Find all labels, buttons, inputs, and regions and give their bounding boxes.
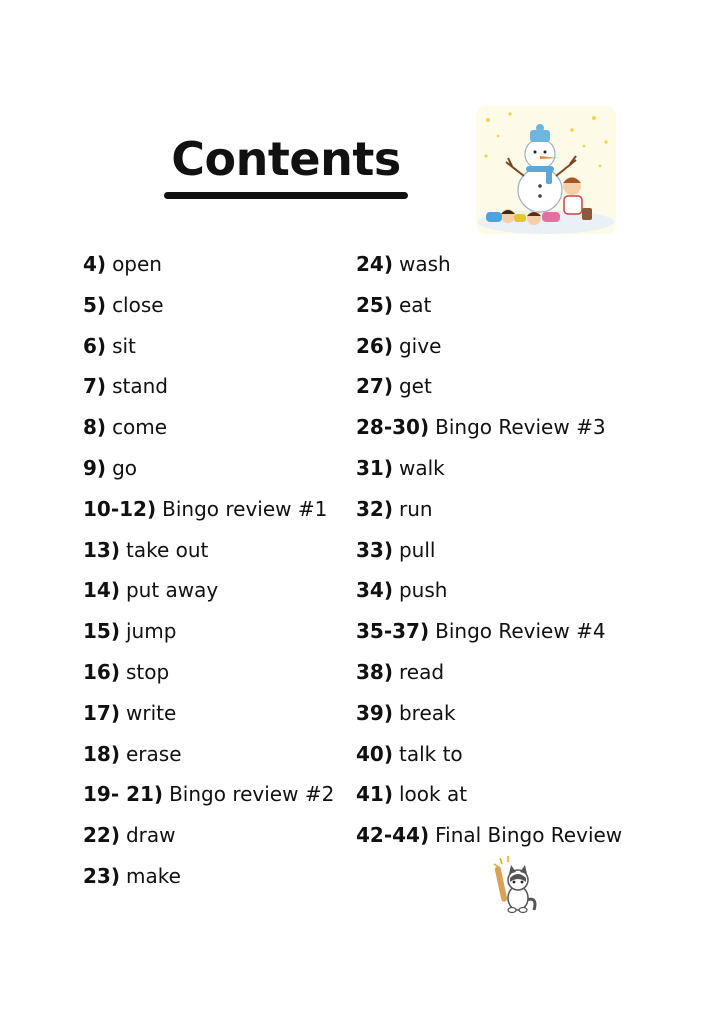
toc-entry[interactable]: 38) read bbox=[356, 659, 445, 684]
toc-entry[interactable]: 15) jump bbox=[83, 619, 177, 644]
toc-entry[interactable]: 28-30) Bingo Review #3 bbox=[356, 415, 606, 440]
toc-entry[interactable]: 13) take out bbox=[83, 537, 209, 562]
toc-entry[interactable]: 8) come bbox=[83, 415, 168, 440]
toc-entry[interactable]: 4) open bbox=[83, 252, 162, 276]
toc-entry[interactable]: 40) talk to bbox=[356, 741, 463, 766]
toc-entry[interactable]: 23) make bbox=[83, 863, 181, 888]
toc-entry[interactable]: 34) push bbox=[356, 578, 448, 603]
toc-entry[interactable]: 24) wash bbox=[356, 252, 451, 276]
toc-entry[interactable]: 42-44) Final Bingo Review bbox=[356, 823, 623, 848]
toc-entry[interactable]: 33) pull bbox=[356, 537, 436, 562]
cat-with-bat-icon bbox=[488, 856, 540, 916]
toc-entry[interactable]: 22) draw bbox=[83, 823, 176, 848]
toc-entry[interactable]: 9) go bbox=[83, 455, 137, 480]
toc-entry[interactable]: 32) run bbox=[356, 496, 433, 521]
toc-entry[interactable]: 17) write bbox=[83, 700, 177, 725]
toc-entry[interactable]: 7) stand bbox=[83, 374, 168, 399]
toc-entry[interactable]: 5) close bbox=[83, 292, 164, 317]
toc-entry[interactable]: 6) sit bbox=[83, 333, 136, 358]
title-underline bbox=[164, 192, 408, 199]
contents-left-column bbox=[83, 250, 334, 903]
snowman-kids-icon bbox=[476, 106, 616, 234]
toc-entry[interactable]: 31) walk bbox=[356, 455, 445, 480]
page-title: Contents bbox=[171, 132, 401, 186]
toc-entry[interactable]: 25) eat bbox=[356, 292, 432, 317]
toc-entry[interactable]: 19- 21) Bingo review #2 bbox=[83, 782, 335, 807]
toc-entry[interactable]: 39) break bbox=[356, 700, 456, 725]
toc-entry[interactable]: 18) erase bbox=[83, 741, 182, 766]
contents-right-column bbox=[356, 250, 622, 862]
toc-entry[interactable]: 35-37) Bingo Review #4 bbox=[356, 619, 606, 644]
toc-entry[interactable]: 16) stop bbox=[83, 659, 170, 684]
toc-entry[interactable]: 41) look at bbox=[356, 782, 468, 807]
toc-entry[interactable]: 14) put away bbox=[83, 578, 219, 603]
toc-entry[interactable]: 26) give bbox=[356, 333, 442, 358]
toc-entry[interactable]: 27) get bbox=[356, 374, 432, 399]
toc-entry[interactable]: 10-12) Bingo review #1 bbox=[83, 496, 328, 521]
